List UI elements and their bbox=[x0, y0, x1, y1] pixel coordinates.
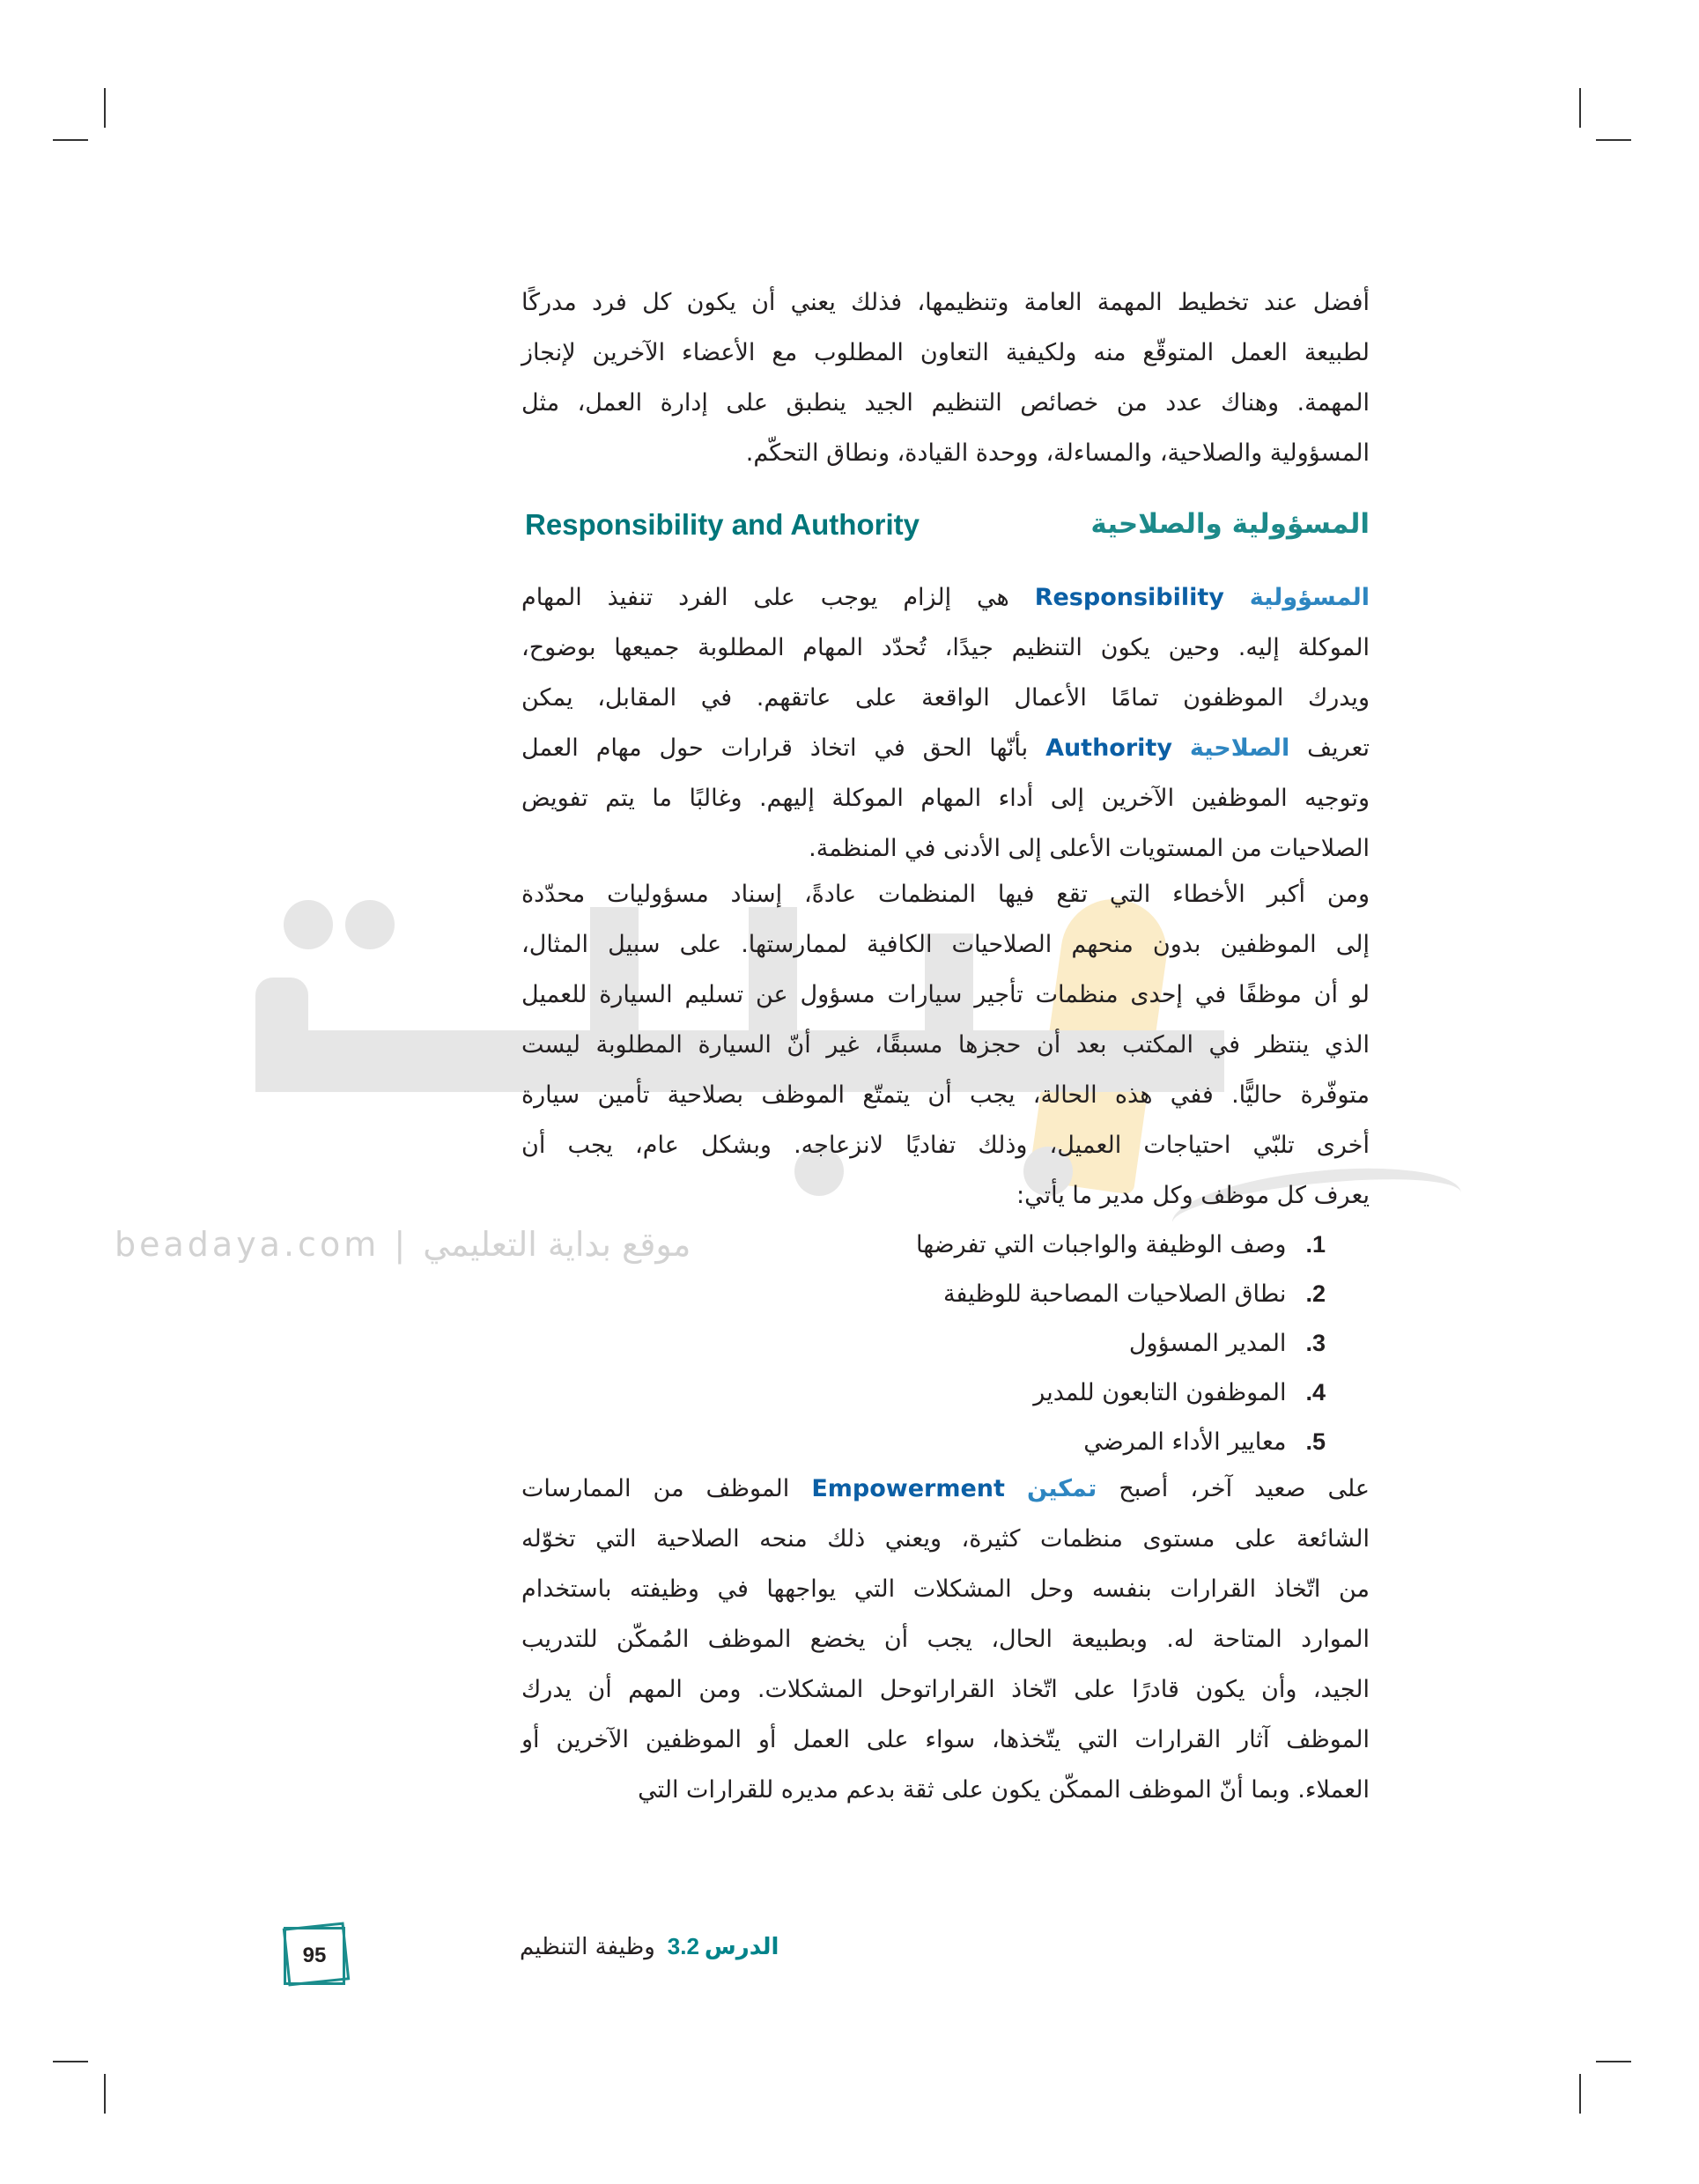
text-segment: الصلاحيات من المستويات الأعلى إلى الأدنى في المنظمة. bbox=[809, 835, 1370, 862]
text-segment: متوفّرة حاليًّا. ففي هذه الحالة، يجب أن يتمتّع الموظف بصلاحية تأمين سيارة bbox=[521, 1081, 1370, 1109]
lesson-label: الدرس bbox=[704, 1934, 779, 1960]
text-segment: وتوجيه الموظفين الآخرين إلى أداء المهام الموكلة إليهم. وغالبًا ما يتم تفويض bbox=[521, 785, 1370, 812]
text-line bbox=[521, 277, 1370, 328]
crop-mark bbox=[53, 139, 88, 141]
list-item bbox=[521, 1269, 1326, 1318]
watermark-logo-dot bbox=[345, 900, 395, 949]
text-line bbox=[521, 1464, 1370, 1514]
text-segment: على صعيد آخر، أصبح bbox=[1097, 1475, 1370, 1502]
text-segment: بأنّها الحق في اتخاذ قرارات حول مهام العمل bbox=[521, 734, 1046, 762]
text-segment: الموارد المتاحة له. وبطبيعة الحال، يجب أن يخضع الموظف المُمكّن للتدريب bbox=[521, 1626, 1370, 1653]
text-line bbox=[521, 1664, 1370, 1715]
text-segment: الموظف من الممارسات bbox=[521, 1475, 812, 1502]
key-term-arabic: المسؤولية bbox=[1249, 584, 1370, 611]
watermark-site-latin: beadaya.com bbox=[114, 1225, 380, 1264]
crop-mark bbox=[104, 2074, 106, 2114]
text-line bbox=[521, 328, 1370, 378]
text-line bbox=[521, 823, 1370, 874]
text-segment: الموكلة إليه. وحين يكون التنظيم جيدًا، تُحدّد المهام المطلوبة جميعها بوضوح، bbox=[521, 634, 1370, 661]
key-term-english: Authority bbox=[1045, 734, 1172, 762]
list-number: 4. bbox=[1305, 1379, 1326, 1406]
text-line bbox=[521, 773, 1370, 823]
list-text: نطاق الصلاحيات المصاحبة للوظيفة bbox=[942, 1280, 1287, 1308]
crop-mark bbox=[53, 2061, 88, 2062]
text-segment: تعريف bbox=[1289, 734, 1370, 762]
key-term-arabic: تمكين bbox=[1026, 1475, 1097, 1502]
watermark-logo-dot bbox=[284, 900, 333, 949]
text-line bbox=[521, 428, 1370, 478]
section-heading-arabic: المسؤولية والصلاحية bbox=[1090, 508, 1370, 540]
text-segment: هي إلزام يوجب على الفرد تنفيذ المهام bbox=[521, 584, 1035, 611]
text-line bbox=[521, 1564, 1370, 1614]
list-item bbox=[521, 1368, 1326, 1417]
list-number: 1. bbox=[1305, 1231, 1326, 1258]
text-segment: يعرف كل موظف وكل مدير ما يأتي: bbox=[1016, 1182, 1370, 1209]
text-line bbox=[521, 572, 1370, 623]
text-line bbox=[521, 1765, 1370, 1815]
list-text: معايير الأداء المرضي bbox=[1083, 1428, 1287, 1456]
text-segment: ومن أكبر الأخطاء التي تقع فيها المنظمات عادةً، إسناد مسؤوليات محدّدة bbox=[521, 881, 1370, 908]
section-heading bbox=[521, 508, 1370, 556]
list-item bbox=[521, 1318, 1326, 1368]
text-line bbox=[521, 623, 1370, 673]
text-line bbox=[521, 869, 1370, 919]
text-line bbox=[521, 723, 1370, 773]
text-segment bbox=[1005, 1475, 1027, 1502]
list-text: المدير المسؤول bbox=[1128, 1330, 1287, 1357]
text-segment: من اتّخاذ القرارات بنفسه وحل المشكلات التي يواجهها في وظيفته باستخدام bbox=[521, 1575, 1370, 1603]
list-number: 5. bbox=[1305, 1428, 1326, 1455]
page-number: 95 bbox=[302, 1944, 327, 1967]
text-segment: العملاء. وبما أنّ الموظف الممكّن يكون على ثقة بدعم مديره للقرارات التي bbox=[638, 1776, 1370, 1804]
text-segment: ويدرك الموظفون تمامًا الأعمال الواقعة على عاتقهم. في المقابل، يمكن bbox=[521, 684, 1370, 712]
list-text: الموظفون التابعون للمدير bbox=[1033, 1379, 1287, 1406]
text-line bbox=[521, 1070, 1370, 1120]
text-segment: أخرى تلبّي احتياجات العميل، وذلك تفاديًا لانزعاجه. وبشكل عام، يجب أن bbox=[521, 1132, 1370, 1159]
list-text: وصف الوظيفة والواجبات التي تفرضها bbox=[916, 1231, 1287, 1258]
lesson-title: وظيفة التنظيم bbox=[520, 1934, 655, 1960]
text-segment: أفضل عند تخطيط المهمة العامة وتنظيمها، فذلك يعني أن يكون كل فرد مدركًا bbox=[521, 289, 1370, 316]
text-segment: إلى الموظفين بدون منحهم الصلاحيات الكافية لممارستها. على سبيل المثال، bbox=[521, 931, 1370, 958]
watermark-separator: | bbox=[394, 1225, 410, 1264]
paragraph-mistakes bbox=[521, 869, 1370, 1221]
text-segment: المسؤولية والصلاحية، والمساءلة، ووحدة القيادة، ونطاق التحكّم. bbox=[745, 439, 1370, 467]
footer-lesson bbox=[520, 1933, 779, 1960]
numbered-list bbox=[521, 1220, 1326, 1466]
text-segment bbox=[1172, 734, 1190, 762]
text-segment: الموظف آثار القرارات التي يتّخذها، سواء على العمل أو الموظفين الآخرين أو bbox=[521, 1726, 1370, 1753]
paragraph-intro bbox=[521, 277, 1370, 478]
text-line bbox=[521, 970, 1370, 1020]
watermark-logo-stroke bbox=[255, 978, 308, 1092]
lesson-number: 3.2 bbox=[667, 1933, 699, 1959]
text-line bbox=[521, 1614, 1370, 1664]
text-segment: لطبيعة العمل المتوقّع منه ولكيفية التعاون المطلوب مع الأعضاء الآخرين لإنجاز bbox=[521, 339, 1370, 366]
text-segment: الجيد، وأن يكون قادرًا على اتّخاذ القراراتوحل المشكلات. ومن المهم أن يدرك bbox=[521, 1676, 1370, 1703]
paragraph-responsibility bbox=[521, 572, 1370, 874]
text-line bbox=[521, 1514, 1370, 1564]
text-segment bbox=[1224, 584, 1250, 611]
paragraph-empowerment bbox=[521, 1464, 1370, 1815]
crop-mark bbox=[1579, 88, 1581, 128]
text-segment: الشائعة على مستوى منظمات كثيرة، ويعني ذلك منحه الصلاحية التي تخوّله bbox=[521, 1525, 1370, 1553]
text-line bbox=[521, 1120, 1370, 1170]
key-term-english: Responsibility bbox=[1034, 584, 1224, 611]
section-heading-english: Responsibility and Authority bbox=[525, 508, 920, 541]
crop-mark bbox=[104, 88, 106, 128]
list-number: 3. bbox=[1305, 1330, 1326, 1356]
text-segment: لو أن موظفًا في إحدى منظمات تأجير سيارات مسؤول عن تسليم السيارة للعميل bbox=[521, 981, 1370, 1008]
list-item bbox=[521, 1220, 1326, 1269]
text-line bbox=[521, 1020, 1370, 1070]
text-segment: المهمة. وهناك عدد من خصائص التنظيم الجيد ينطبق على إدارة العمل، مثل bbox=[521, 389, 1370, 417]
crop-mark bbox=[1579, 2074, 1581, 2114]
text-segment: الذي ينتظر في المكتب بعد أن حجزها مسبقًا، غير أنّ السيارة المطلوبة ليست bbox=[521, 1031, 1370, 1059]
watermark-site-arabic: موقع بداية التعليمي bbox=[423, 1225, 691, 1264]
text-line bbox=[521, 1715, 1370, 1765]
text-line bbox=[521, 1170, 1370, 1221]
list-item bbox=[521, 1417, 1326, 1466]
text-line bbox=[521, 378, 1370, 428]
crop-mark bbox=[1596, 2061, 1631, 2062]
text-line bbox=[521, 919, 1370, 970]
key-term-english: Empowerment bbox=[811, 1475, 1005, 1502]
list-number: 2. bbox=[1305, 1280, 1326, 1307]
crop-mark bbox=[1596, 139, 1631, 141]
text-line bbox=[521, 673, 1370, 723]
key-term-arabic: الصلاحية bbox=[1189, 734, 1290, 762]
